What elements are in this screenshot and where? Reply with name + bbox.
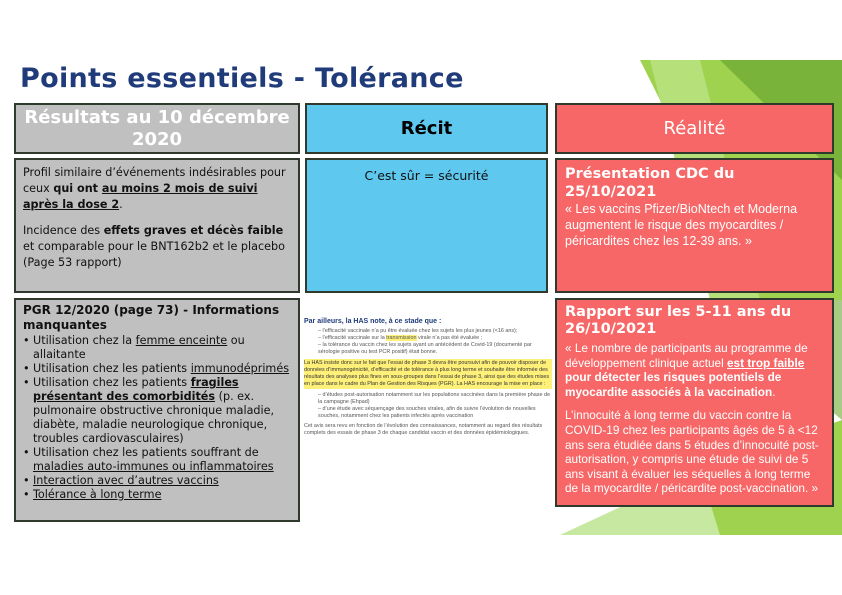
recit-text: C’est sûr = sécurité	[364, 168, 489, 183]
recit-header: Récit	[305, 103, 548, 154]
text-bold: qui ont	[53, 182, 102, 195]
text-underline: femme enceinte	[135, 334, 228, 347]
doc-bullet: – l’efficacité vaccinale sur la transmission virale n’a pas été évaluée ;	[318, 335, 483, 341]
realite-header: Réalité	[555, 103, 834, 154]
cdc-box	[555, 158, 834, 293]
rapport-title: Rapport sur les 5-11 ans du 26/10/2021	[565, 304, 792, 337]
text: virale n’a pas été évaluée ;	[416, 335, 483, 341]
page-title: Points essentiels - Tolérance	[20, 63, 464, 94]
text-bold: pour détecter les risques potentiels de myocardite associés à la vaccination	[565, 370, 782, 399]
text: Utilisation chez la	[33, 334, 136, 347]
text: d’une étude avec séquençage des souches virales, afin de suivre l’évolution de nouvelles souches, notamment chez les patients infectés après vaccination	[318, 406, 536, 419]
doc-heading: Par ailleurs, la HAS note, à ce stade que :	[304, 318, 442, 325]
pgr-title: PGR 12/2020 (page 73) - Informations manquantes	[23, 303, 280, 332]
text-underline: Tolérance à long terme	[33, 488, 162, 501]
results-box	[14, 158, 300, 293]
text: l’efficacité vaccinale n’a pu être évaluée chez les sujets les plus jeunes (<16 ans);	[322, 328, 518, 334]
text-bold-underline: au moins 2 mois de suivi après la dose 2	[23, 182, 258, 211]
cdc-quote: « Les vaccins Pfizer/BioNtech et Moderna augmentent le risque des myocardites / péricardites chez les 12-39 ans. »	[565, 202, 798, 248]
text: Utilisation chez les patients	[33, 362, 191, 375]
results-paragraph-2	[23, 223, 291, 271]
list-item	[23, 488, 291, 502]
text: Profil similaire d’événements indésirables pour ceux	[23, 166, 286, 195]
list-item	[23, 474, 291, 488]
doc-bullet: – d’une étude avec séquençage des souches virales, afin de suivre l’évolution de nouvelles souches, notamment chez les patients infectés après vaccination	[318, 406, 536, 419]
text: Utilisation chez les patients souffrant de	[33, 446, 259, 459]
recit-box	[305, 158, 548, 293]
text: Incidence des	[23, 224, 104, 237]
text: d’études post-autorisation notamment sur les populations vaccinées dans la première phase de la campagne (Ehpad)	[318, 392, 550, 405]
text-bold: effets graves et décès faible	[103, 224, 284, 237]
text: la tolérance du vaccin chez les sujets ayant un antécédent de Covid-19 (documenté par sérologie positive ou test PCR positif) était bonne.	[318, 342, 532, 355]
pgr-list	[23, 334, 291, 502]
results-paragraph-1	[23, 165, 291, 213]
text: .	[772, 384, 776, 399]
has-document-excerpt	[304, 318, 552, 440]
results-header: Résultats au 10 décembre 2020	[14, 103, 300, 154]
text-underline: Interaction avec d’autres vaccins	[33, 474, 219, 487]
text-underline: immunodéprimés	[190, 362, 290, 375]
text-underline: maladies auto-immunes ou inflammatoires	[33, 460, 274, 473]
text: et comparable pour le BNT162b2 et le placebo (Page 53 rapport)	[23, 240, 285, 269]
rapport-quote-2: L’innocuité à long terme du vaccin contre la COVID-19 chez les participants âgés de 5 à <12 ans sera étudiée dans 5 études d’innocuité post-autorisation, y compris une étude de suivi de 5 ans visant à évaluer les séquelles à long terme de la myocardite / péricardite post-vaccination. »	[565, 408, 819, 496]
doc-bullet: – l’efficacité vaccinale n’a pu être évaluée chez les sujets les plus jeunes (<16 ans);	[318, 328, 518, 334]
rapport-box	[555, 298, 834, 507]
text: Utilisation chez les patients	[33, 376, 191, 389]
text: l’efficacité vaccinale sur la	[322, 335, 387, 341]
text: .	[119, 198, 123, 211]
text-bold-underline: est trop faible	[727, 355, 805, 370]
text-underline: fragiles présentant des comorbidités	[33, 376, 239, 403]
list-item	[23, 376, 291, 446]
doc-bullet: – la tolérance du vaccin chez les sujets ayant un antécédent de Covid-19 (documenté par sérologie positive ou test PCR positif) était bonne.	[318, 342, 532, 355]
list-item	[23, 334, 291, 362]
doc-bullet: – d’études post-autorisation notamment sur les populations vaccinées dans la première phase de la campagne (Ehpad)	[318, 392, 550, 405]
text: « Le nombre de participants au programme de développement clinique actuel	[565, 341, 808, 370]
rapport-quote-1	[565, 341, 824, 399]
text: (p. ex. pulmonaire obstructive chronique maladie, diabète, maladie neurologique chronique, troubles cardiovasculaires)	[33, 390, 275, 445]
pgr-box	[14, 298, 300, 522]
doc-highlight: La HAS insiste donc sur le fait que l’essai de phase 3 devra être poursuivi afin de pouvoir disposer de données d’immunogénicité, d’efficacité et de tolérance à plus long terme et souhaite être informée des résultats des analyses plus fines en sous-groupes dans l’essai de phase 3, ainsi que des études mises en place dans le cadre du Plan de Gestion des Risques (PGR). La HAS encourage la mise en place :	[304, 359, 552, 389]
doc-footnote: Cet avis sera revu en fonction de l’évolution des connaissances, notamment au regard des résultats complets des essais de phase 3 de chaque candidat vaccin et des données épidémiologiques.	[304, 423, 543, 436]
list-item	[23, 446, 291, 474]
text-highlight: transmission	[386, 335, 417, 341]
cdc-title: Présentation CDC du 25/10/2021	[565, 166, 735, 200]
text: ou allaitante	[33, 334, 245, 361]
list-item	[23, 362, 291, 376]
